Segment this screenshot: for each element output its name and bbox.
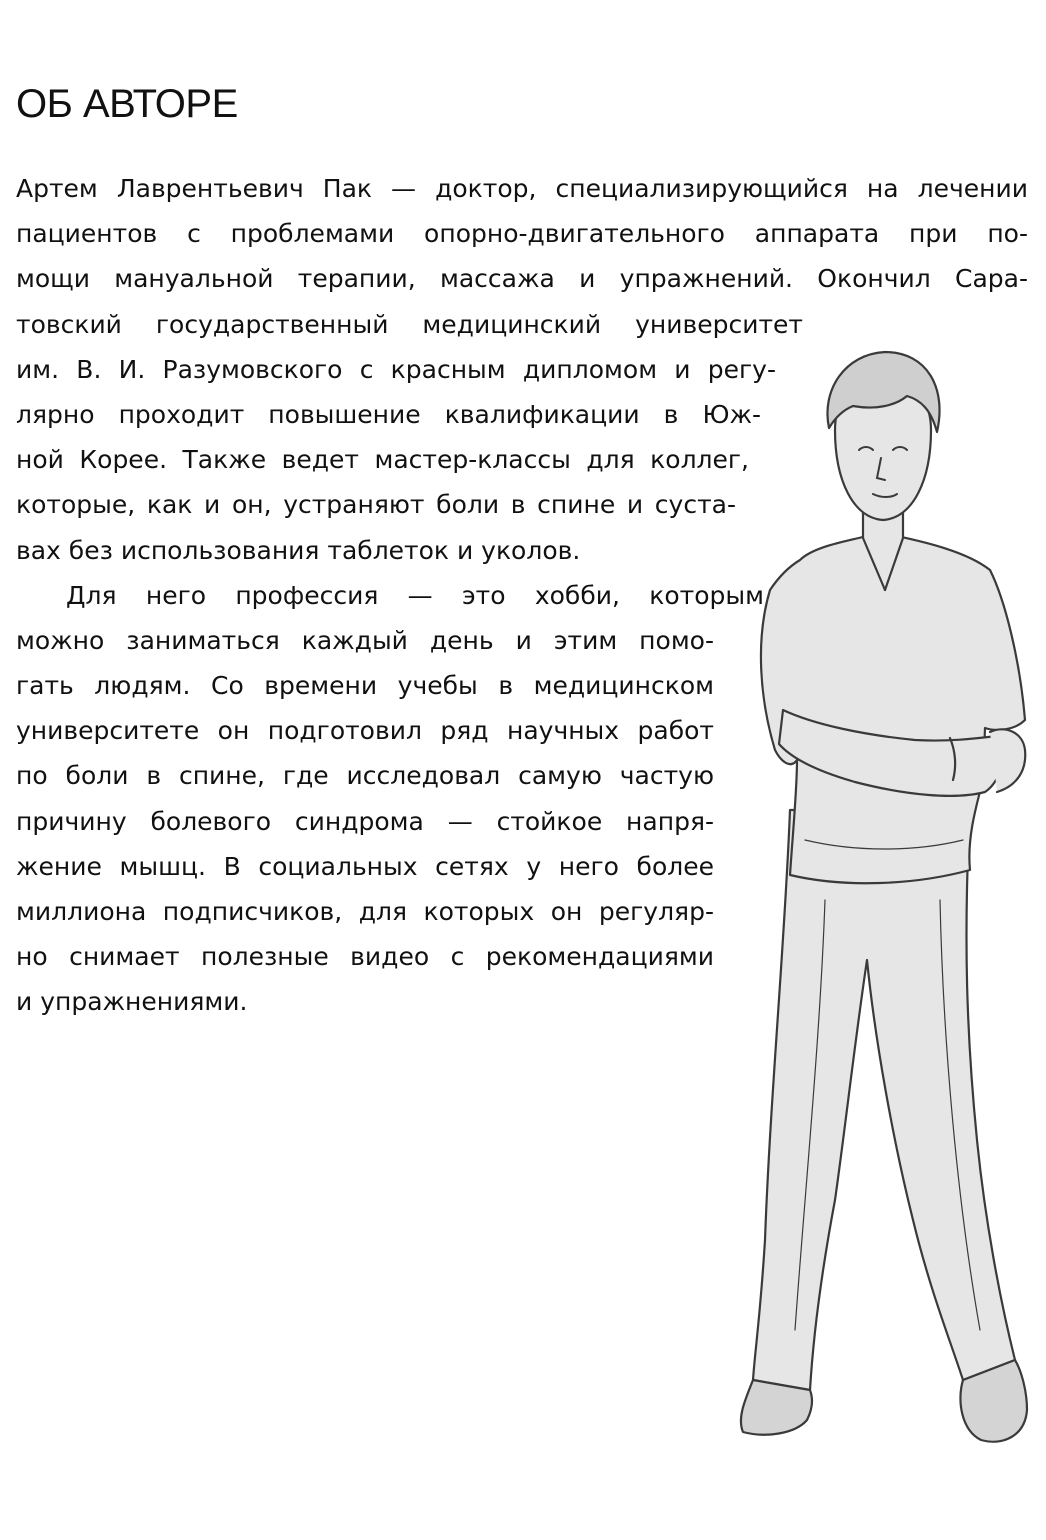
text-line: которые, как и он, устраняют боли в спине и суста- xyxy=(16,490,736,520)
text-line: ной Корее. Также ведет мастер-классы для коллег, xyxy=(16,445,749,475)
text-line: можно заниматься каждый день и этим помо- xyxy=(16,625,714,655)
text-line: им. В. И. Разумовского с красным дипломом и регу- xyxy=(16,354,776,384)
text-line: лярно проходит повышение квалификации в Юж- xyxy=(16,399,761,429)
text-line: пациентов с проблемами опорно-двигательного аппарата при по- xyxy=(16,219,1028,249)
text-line: Артем Лаврентьевич Пак — доктор, специализирующийся на лечении xyxy=(16,174,1028,203)
text-line: миллиона подписчиков, для которых он регуляр- xyxy=(16,897,714,926)
text-line: Для него профессия — это хобби, которым xyxy=(66,580,764,610)
text-line: и упражнениями. xyxy=(16,987,248,1017)
text-line: жение мышц. В социальных сетях у него более xyxy=(16,851,714,881)
text-line: вах без использования таблеток и уколов. xyxy=(16,535,581,565)
text-line: университете он подготовил ряд научных работ xyxy=(16,716,714,746)
text-line: по боли в спине, где исследовал самую частую xyxy=(16,761,714,791)
page-title: ОБ АВТОРЕ xyxy=(16,82,238,126)
text-line: причину болевого синдрома — стойкое напря- xyxy=(16,806,714,836)
author-illustration xyxy=(735,340,1035,1460)
text-line: мощи мануальной терапии, массажа и упражнений. Окончил Сара- xyxy=(16,264,1028,294)
text-line: товский государственный медицинский университет xyxy=(16,309,803,339)
text-line: но снимает полезные видео с рекомендациями xyxy=(16,942,714,972)
standing-doctor-drawing xyxy=(735,340,1035,1460)
text-line: гать людям. Со времени учебы в медицинском xyxy=(16,671,714,701)
